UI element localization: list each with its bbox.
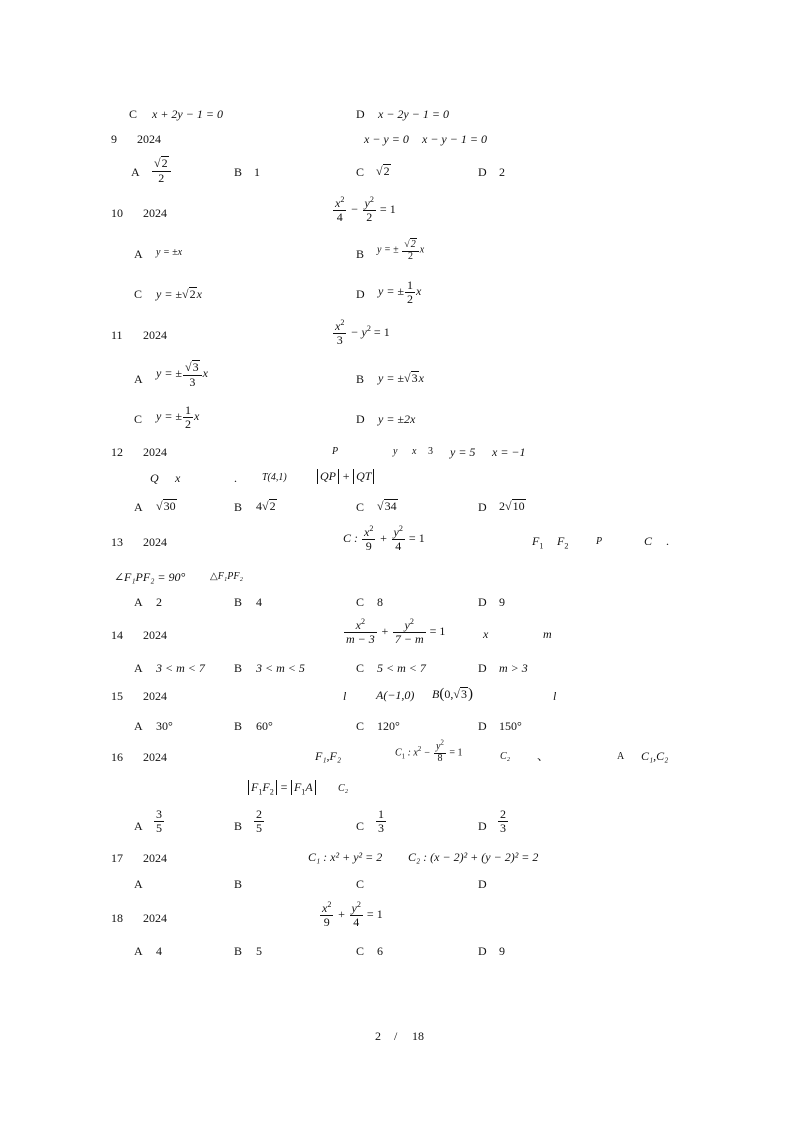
option-b-value: 1 [254,165,260,179]
var-x: x [483,627,489,641]
option-b-value: 4 [256,595,262,609]
option-c-expr: 5 < m < 7 [377,661,426,675]
point-a: A [617,751,625,762]
option-b-label: B [234,595,243,609]
option-d-label: D [478,165,487,179]
option-d-label: D [356,412,365,426]
option-c-value: 6 [377,944,383,958]
option-a-label: A [134,719,143,733]
point-b: B(0,√3) [432,686,473,702]
option-c-value: $\frac{1}{3}$ [378,807,384,835]
point-q: Q [150,471,159,485]
question-year: 2024 [143,535,167,549]
option-b-value: 4√2 [256,499,276,513]
line-x-eq: x = −1 [492,445,526,459]
option-b-value: $\frac{2}{5}$ [256,807,262,835]
question-number: 12 [111,445,123,459]
option-c-label: C [356,877,365,891]
line-2: x − y − 1 = 0 [422,132,487,146]
question-year: 2024 [143,628,167,642]
option-c-label: C [356,500,365,514]
point-a: A(−1,0) [376,688,415,702]
focus-f2: $F_2$ [557,534,569,551]
distance-sum: QP + QT [317,469,374,484]
option-d-value: 2 [499,165,505,179]
question-year: 2024 [143,445,167,459]
option-a-value: 4 [156,944,162,958]
curve-c2: C₂ [338,783,349,794]
option-c-label: C [134,287,143,301]
option-c-expr: y = ± $\frac{1}{2}$ x [156,403,200,431]
period: . [234,471,237,485]
foci-f1-f2: F₁,F₂ [315,749,342,763]
option-d-label: D [356,287,365,301]
option-a-value: 30° [156,719,173,733]
question-year: 2024 [143,206,167,220]
option-d-expr: m > 3 [499,661,528,675]
option-c-label: C [134,412,143,426]
option-a-label: A [134,944,143,958]
option-d-expr: x − 2y − 1 = 0 [378,107,449,121]
option-b-label: B [234,661,243,675]
option-c-label: C [356,661,365,675]
option-d-value: 9 [499,595,505,609]
option-d-label: D [478,877,487,891]
comma: 、 [537,749,550,763]
option-a-label: A [134,819,143,833]
option-a-value: $\frac{3}{5}$ [156,807,162,835]
option-d-label: D [478,944,487,958]
line-y-eq: y = 5 [450,445,476,459]
ellipse-equation: $\frac{x^2}{9}$ + $\frac{y^2}{4}$ = 1 [322,900,383,929]
question-year: 2024 [143,851,167,865]
option-b-label: B [234,877,243,891]
var-y: y [393,446,398,457]
option-d-value: 2√10 [499,499,525,513]
option-d-expr: y = ± $\frac{1}{2}$ x [378,278,422,306]
hyperbola-c1: $C_1$ : $x^2$ − $\frac{y^2}{8}$ = 1 [395,739,463,764]
option-d-label: D [478,595,487,609]
var-m: m [543,627,552,641]
number-three: 3 [428,446,433,457]
option-a-label: A [134,595,143,609]
option-b-label: B [234,944,243,958]
hyperbola-equation: $\frac{x^2}{3}$ − $y^2 = 1$ [335,318,390,347]
option-a-expr: 3 < m < 7 [156,661,205,675]
triangle-label: △F₁PF₂ [210,571,243,582]
option-a-label: A [134,661,143,675]
option-b-label: B [234,165,243,179]
option-d-value: 9 [499,944,505,958]
option-c-label: C [356,719,365,733]
option-b-label: B [234,500,243,514]
circle-c1: C₁ : x² + y² = 2 [308,850,383,864]
circle-c2: C₂ : (x − 2)² + (y − 2)² = 2 [408,850,539,864]
question-year: 2024 [143,689,167,703]
option-d-expr: y = ±2x [378,412,416,426]
distance-condition: $F_1F_2 = F_1A$ [248,780,316,795]
question-year: 2024 [143,911,167,925]
var-x: x [175,471,181,485]
point-t: T(4,1) [262,472,287,483]
option-a-label: A [134,877,143,891]
option-b-value: 60° [256,719,273,733]
option-c-label: C [356,595,365,609]
ellipse-equation: $\frac{x^2}{m - 3}$ + $\frac{y^2}{7 - m}$ = 1 [346,617,446,646]
page-number: 2 [375,1029,381,1043]
option-d-label: D [478,719,487,733]
question-year: 2024 [143,328,167,342]
point-p: P [596,536,603,547]
var-x: x [412,446,417,457]
question-number: 13 [111,535,123,549]
option-a-expr: y = ±x [156,247,183,258]
question-number: 9 [111,132,117,146]
option-d-value: $\frac{2}{3}$ [500,807,506,835]
focus-f1: $F_1$ [532,534,544,551]
period: . [666,534,669,548]
question-year: 2024 [137,132,161,146]
option-b-label: B [234,819,243,833]
question-year: 2024 [143,750,167,764]
option-b-label: B [356,372,365,386]
question-number: 18 [111,911,123,925]
option-d-value: 150° [499,719,522,733]
option-b-label: B [234,719,243,733]
option-b-expr: y = ± $\frac{√2}{2}$ x [377,239,425,262]
option-c-label: C [129,107,138,121]
option-a-value: 2 [156,595,162,609]
curves-c1-c2: C₁,C₂ [641,749,669,763]
option-a-label: A [134,247,143,261]
option-a-label: A [131,165,140,179]
option-c-label: C [356,165,365,179]
option-c-value: 120° [377,719,400,733]
option-b-value: 5 [256,944,262,958]
angle-condition: ∠F₁PF₂ = 90° [114,570,186,584]
line-1: x − y = 0 [364,132,409,146]
option-d-label: D [478,661,487,675]
question-number: 15 [111,689,123,703]
option-a-label: A [134,372,143,386]
option-d-label: D [478,500,487,514]
curve-c: C [644,534,653,548]
option-c-expr: y = ±√2x [156,287,202,301]
hyperbola-equation: $\frac{x^2}{4}$ − $\frac{y^2}{2}$ = 1 [335,195,396,224]
curve-c2: C₂ [500,751,511,762]
option-c-label: C [356,819,365,833]
option-b-expr: y = ±√3x [378,371,424,385]
question-number: 16 [111,750,123,764]
option-c-label: C [356,944,365,958]
option-c-value: 8 [377,595,383,609]
option-d-label: D [478,819,487,833]
option-c-value: √2 [376,164,390,178]
option-b-label: B [356,247,365,261]
option-c-expr: x + 2y − 1 = 0 [152,107,223,121]
question-number: 11 [111,328,123,342]
question-number: 14 [111,628,123,642]
option-a-expr: y = ± $\frac{√3}{3}$ x [156,360,208,389]
option-c-value: √34 [377,499,397,513]
point-p: P [332,446,339,457]
option-a-value: √30 [156,499,176,513]
option-a-value: $\frac{√2}{2}$ [151,156,172,184]
page-total: 18 [412,1029,424,1043]
question-number: 10 [111,206,123,220]
option-d-label: D [356,107,365,121]
option-b-expr: 3 < m < 5 [256,661,305,675]
line-l: l [553,689,557,703]
line-l: l [343,689,347,703]
ellipse-equation: C : $\frac{x^2}{9}$ + $\frac{y^2}{4}$ = 1 [343,524,425,553]
page-separator: / [394,1029,398,1043]
option-a-label: A [134,500,143,514]
question-number: 17 [111,851,123,865]
